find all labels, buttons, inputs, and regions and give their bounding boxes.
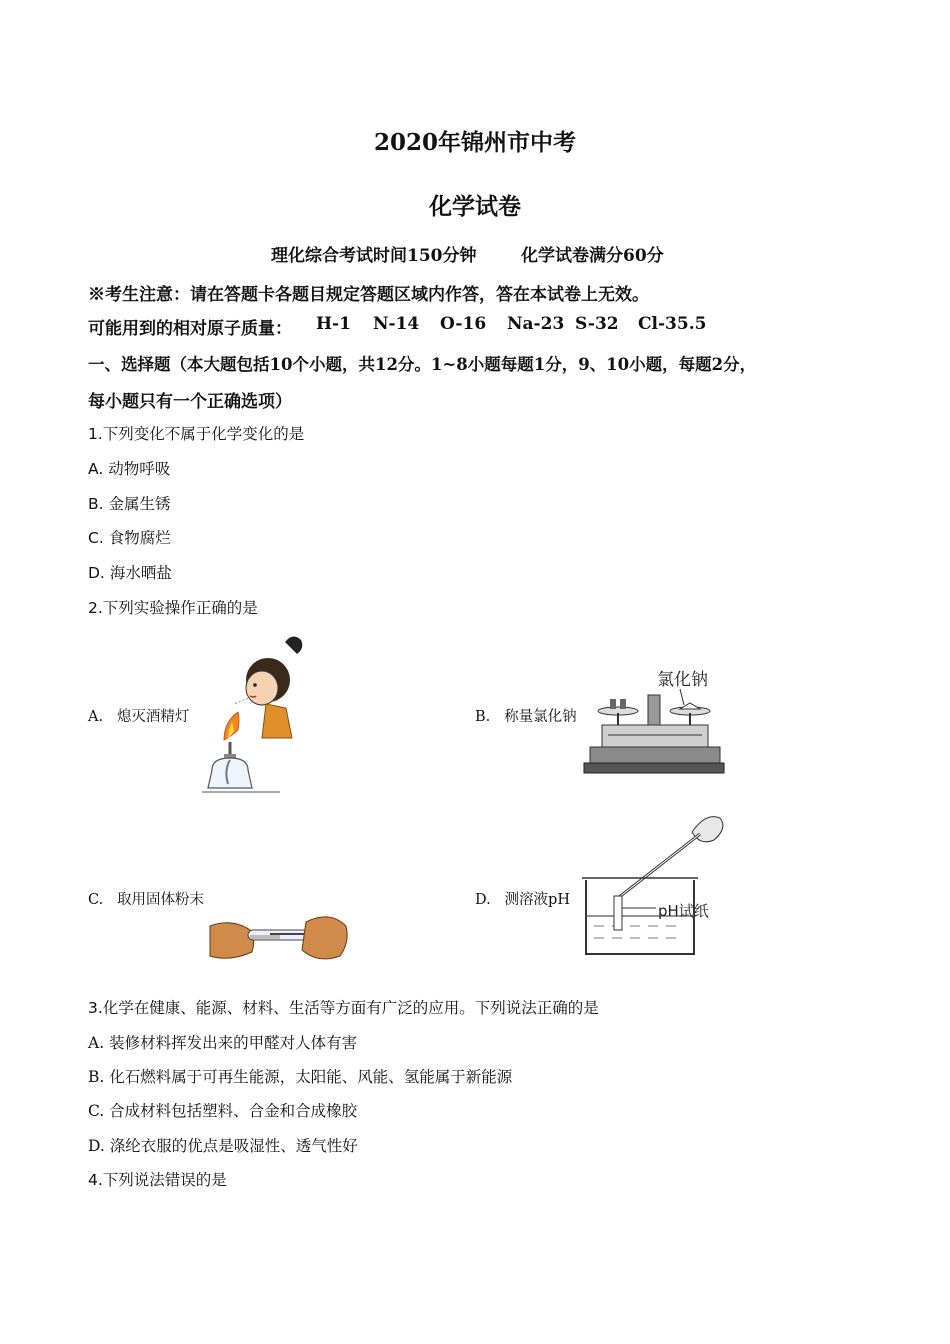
question-3 xyxy=(88,996,599,1018)
question-number: 2. xyxy=(88,599,103,617)
score-info: 化学试卷满分60分 xyxy=(521,246,664,266)
q3-option-d: D. 涤纶衣服的优点是吸湿性、透气性好 xyxy=(88,1137,358,1155)
atomic-mass-item: S-32 xyxy=(575,314,619,334)
balance-label: 氯化钠 xyxy=(657,670,708,690)
q3-option-a: A. 装修材料挥发出来的甲醛对人体有害 xyxy=(88,1034,358,1052)
question-2 xyxy=(88,596,258,618)
question-4 xyxy=(88,1168,227,1190)
q3-option-b: B. 化石燃料属于可再生能源，太阳能、风能、氢能属于新能源 xyxy=(88,1068,513,1086)
q1-option-b: B. 金属生锈 xyxy=(88,495,171,513)
atomic-mass-item: H-1 xyxy=(316,314,351,334)
question-number: 3. xyxy=(88,999,103,1017)
question-stem: 下列说法错误的是 xyxy=(102,1171,227,1189)
q1-option-d: D. 海水晒盐 xyxy=(88,564,172,582)
atomic-mass-item: N-14 xyxy=(373,314,420,334)
exam-subtitle: 化学试卷 xyxy=(429,193,521,220)
q3-option-c: C. 合成材料包括塑料、合金和合成橡胶 xyxy=(88,1102,358,1120)
figure-solid-powder xyxy=(210,912,350,967)
ph-paper-label: pH试纸 xyxy=(658,902,709,920)
section-heading-cont: 每小题只有一个正确选项） xyxy=(88,392,292,412)
atomic-mass-label: 可能用到的相对原子质量： xyxy=(88,319,292,339)
figure-ph-test xyxy=(582,812,732,960)
section-heading: 一、选择题（本大题包括10个小题，共12分。1~8小题每题1分，9、10小题，每题2分， xyxy=(88,355,757,374)
atomic-mass-item: Na-23 xyxy=(507,314,565,334)
q1-option-c: C. 食物腐烂 xyxy=(88,529,171,547)
atomic-mass-item: O-16 xyxy=(440,314,487,334)
q2-option-b: B. 称量氯化钠 xyxy=(475,709,577,725)
atomic-mass-item: Cl-35.5 xyxy=(638,314,707,334)
notice: ※考生注意：请在答题卡各题目规定答题区域内作答，答在本试卷上无效。 xyxy=(88,285,649,305)
figure-balance xyxy=(584,665,724,781)
q2-option-a: A. 熄灭酒精灯 xyxy=(88,709,190,725)
figure-blow-out-lamp xyxy=(200,630,310,798)
question-stem: 化学在健康、能源、材料、生活等方面有广泛的应用。下列说法正确的是 xyxy=(102,999,599,1017)
question-stem: 下列实验操作正确的是 xyxy=(102,599,258,617)
q2-option-d: D. 测溶液pH xyxy=(475,892,570,908)
question-number: 1. xyxy=(88,425,103,443)
q1-option-a: A. 动物呼吸 xyxy=(88,460,171,478)
q2-option-c: C. 取用固体粉末 xyxy=(88,892,205,908)
question-stem: 下列变化不属于化学变化的是 xyxy=(102,425,305,443)
question-number: 4. xyxy=(88,1171,103,1189)
exam-title: 2020年锦州市中考 xyxy=(373,129,576,156)
time-info: 理化综合考试时间150分钟 xyxy=(271,246,477,266)
question-1 xyxy=(88,422,304,444)
